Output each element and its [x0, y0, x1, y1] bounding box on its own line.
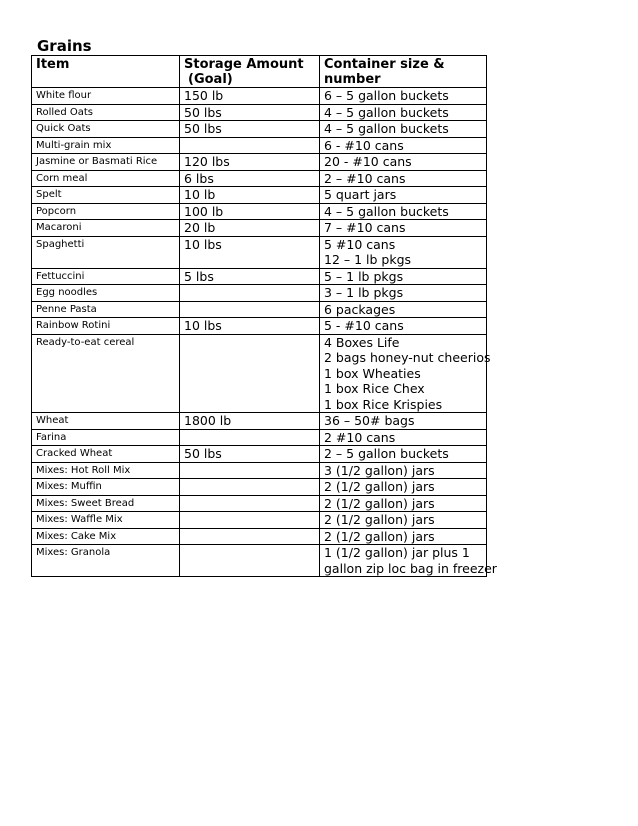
container-cell [320, 334, 491, 413]
container-cell [320, 446, 487, 463]
item-cell: Macaroni [32, 220, 180, 237]
container-line: 2 – #10 cans [324, 170, 406, 186]
storage-amount-cell [180, 285, 320, 302]
container-line: 5 quart jars [324, 187, 397, 202]
item-cell: Popcorn [32, 203, 180, 220]
table-row [32, 528, 487, 545]
container-line: 2 (1/2 gallon) jars [324, 512, 435, 527]
table-row [32, 268, 487, 285]
table-row [32, 137, 487, 154]
storage-amount-cell [180, 301, 320, 318]
container-line: 2 (1/2 gallon) jars [324, 528, 435, 544]
header-item-label: Item [36, 57, 70, 72]
container-line: gallon zip loc bag in freezer [324, 560, 497, 576]
table-row [32, 446, 487, 463]
header-container [320, 56, 487, 88]
storage-amount-cell: 5 lbs [180, 268, 320, 285]
container-line: 1 box Rice Chex [324, 381, 425, 396]
container-line: 6 - #10 cans [324, 137, 404, 153]
table-row [32, 413, 487, 430]
item-cell: Mixes: Hot Roll Mix [32, 462, 180, 479]
container-cell [320, 512, 487, 529]
table-row [32, 121, 487, 138]
table-row [32, 104, 487, 121]
container-line: 3 (1/2 gallon) jars [324, 462, 435, 478]
container-cell [320, 429, 487, 446]
item-cell: Farina [32, 429, 180, 446]
container-line: 1 box Wheaties [324, 365, 421, 381]
storage-amount-cell [180, 545, 320, 577]
container-line: 1 (1/2 gallon) jar plus 1 [324, 545, 470, 560]
item-cell: Cracked Wheat [32, 446, 180, 463]
item-cell: Jasmine or Basmati Rice [32, 154, 180, 171]
item-cell: Spaghetti [32, 236, 180, 268]
storage-amount-cell: 10 lb [180, 187, 320, 204]
container-cell [320, 528, 487, 545]
table-row [32, 220, 487, 237]
container-line: 4 Boxes Life [324, 334, 400, 350]
container-line: 5 - #10 cans [324, 318, 404, 333]
container-cell [320, 268, 487, 285]
table-row [32, 154, 487, 171]
item-cell: Wheat [32, 413, 180, 430]
header-storage-amount [180, 56, 320, 88]
item-cell: Rolled Oats [32, 104, 180, 121]
header-amount-goal-label: (Goal) [188, 72, 233, 87]
container-line: 1 box Rice Krispies [324, 396, 443, 412]
item-cell: Mixes: Sweet Bread [32, 495, 180, 512]
storage-amount-cell: 50 lbs [180, 446, 320, 463]
storage-amount-cell: 6 lbs [180, 170, 320, 187]
storage-amount-cell: 10 lbs [180, 318, 320, 335]
storage-amount-cell [180, 495, 320, 512]
item-cell: Multi-grain mix [32, 137, 180, 154]
storage-amount-cell: 20 lb [180, 220, 320, 237]
storage-amount-cell [180, 462, 320, 479]
item-cell: Corn meal [32, 170, 180, 187]
container-line: 2 – 5 gallon buckets [324, 446, 449, 461]
container-cell [320, 88, 487, 105]
table-row [32, 512, 487, 529]
item-cell: Fettuccini [32, 268, 180, 285]
item-cell: Rainbow Rotini [32, 318, 180, 335]
container-line: 4 – 5 gallon buckets [324, 203, 449, 219]
item-cell: Mixes: Granola [32, 545, 180, 577]
table-row [32, 187, 487, 204]
container-cell [320, 154, 487, 171]
container-line: 3 – 1 lb pkgs [324, 285, 404, 300]
item-cell: Penne Pasta [32, 301, 180, 318]
container-cell [320, 203, 487, 220]
container-cell [320, 121, 487, 138]
container-cell [320, 170, 487, 187]
container-line: 2 (1/2 gallon) jars [324, 495, 435, 511]
container-cell [320, 479, 487, 496]
item-cell: Ready-to-eat cereal [32, 334, 180, 413]
container-cell [320, 187, 487, 204]
container-cell [320, 285, 487, 302]
header-amount-label: Storage Amount [184, 57, 304, 72]
table-row [32, 462, 487, 479]
table-row [32, 88, 487, 105]
storage-amount-cell [180, 429, 320, 446]
container-cell [320, 137, 487, 154]
table-row [32, 479, 487, 496]
container-line: 12 – 1 lb pkgs [324, 252, 412, 267]
container-cell [320, 545, 497, 577]
storage-amount-cell [180, 479, 320, 496]
container-line: 7 – #10 cans [324, 220, 406, 235]
page-title: Grains [37, 37, 92, 55]
storage-amount-cell: 10 lbs [180, 236, 320, 268]
item-cell: White flour [32, 88, 180, 105]
container-cell [320, 318, 487, 335]
table-row [32, 170, 487, 187]
table-row [32, 495, 487, 512]
container-line: 36 – 50# bags [324, 413, 415, 428]
container-line: 4 – 5 gallon buckets [324, 104, 449, 120]
storage-amount-cell: 120 lbs [180, 154, 320, 171]
item-cell: Spelt [32, 187, 180, 204]
header-item [32, 56, 180, 88]
container-line: 2 #10 cans [324, 429, 396, 445]
table-row [32, 334, 487, 413]
storage-amount-cell: 50 lbs [180, 104, 320, 121]
header-container-label: Container size & number [324, 57, 445, 87]
table-row [32, 545, 487, 577]
storage-amount-cell: 50 lbs [180, 121, 320, 138]
container-cell [320, 220, 487, 237]
container-cell [320, 462, 487, 479]
item-cell: Mixes: Muffin [32, 479, 180, 496]
container-cell [320, 413, 487, 430]
container-line: 5 – 1 lb pkgs [324, 268, 404, 284]
container-cell [320, 301, 487, 318]
item-cell: Mixes: Cake Mix [32, 528, 180, 545]
table-row [32, 285, 487, 302]
storage-amount-cell [180, 512, 320, 529]
grains-table [31, 55, 497, 577]
table-header-row [32, 56, 487, 88]
table-row [32, 318, 487, 335]
container-line: 5 #10 cans [324, 236, 396, 252]
container-line: 2 bags honey-nut cheerios [324, 350, 491, 365]
container-line: 6 packages [324, 301, 396, 317]
table-body [32, 88, 497, 577]
table-row [32, 429, 487, 446]
container-line: 2 (1/2 gallon) jars [324, 479, 435, 494]
container-line: 20 - #10 cans [324, 154, 412, 169]
table-row [32, 236, 487, 268]
storage-amount-cell [180, 528, 320, 545]
container-cell [320, 236, 487, 268]
table-row [32, 203, 487, 220]
storage-amount-cell: 100 lb [180, 203, 320, 220]
table-row [32, 301, 487, 318]
container-line: 6 – 5 gallon buckets [324, 88, 449, 103]
storage-amount-cell [180, 137, 320, 154]
container-line: 4 – 5 gallon buckets [324, 121, 449, 136]
container-cell [320, 495, 487, 512]
storage-amount-cell: 150 lb [180, 88, 320, 105]
container-cell [320, 104, 487, 121]
item-cell: Quick Oats [32, 121, 180, 138]
storage-amount-cell: 1800 lb [180, 413, 320, 430]
storage-amount-cell [180, 334, 320, 413]
item-cell: Mixes: Waffle Mix [32, 512, 180, 529]
item-cell: Egg noodles [32, 285, 180, 302]
